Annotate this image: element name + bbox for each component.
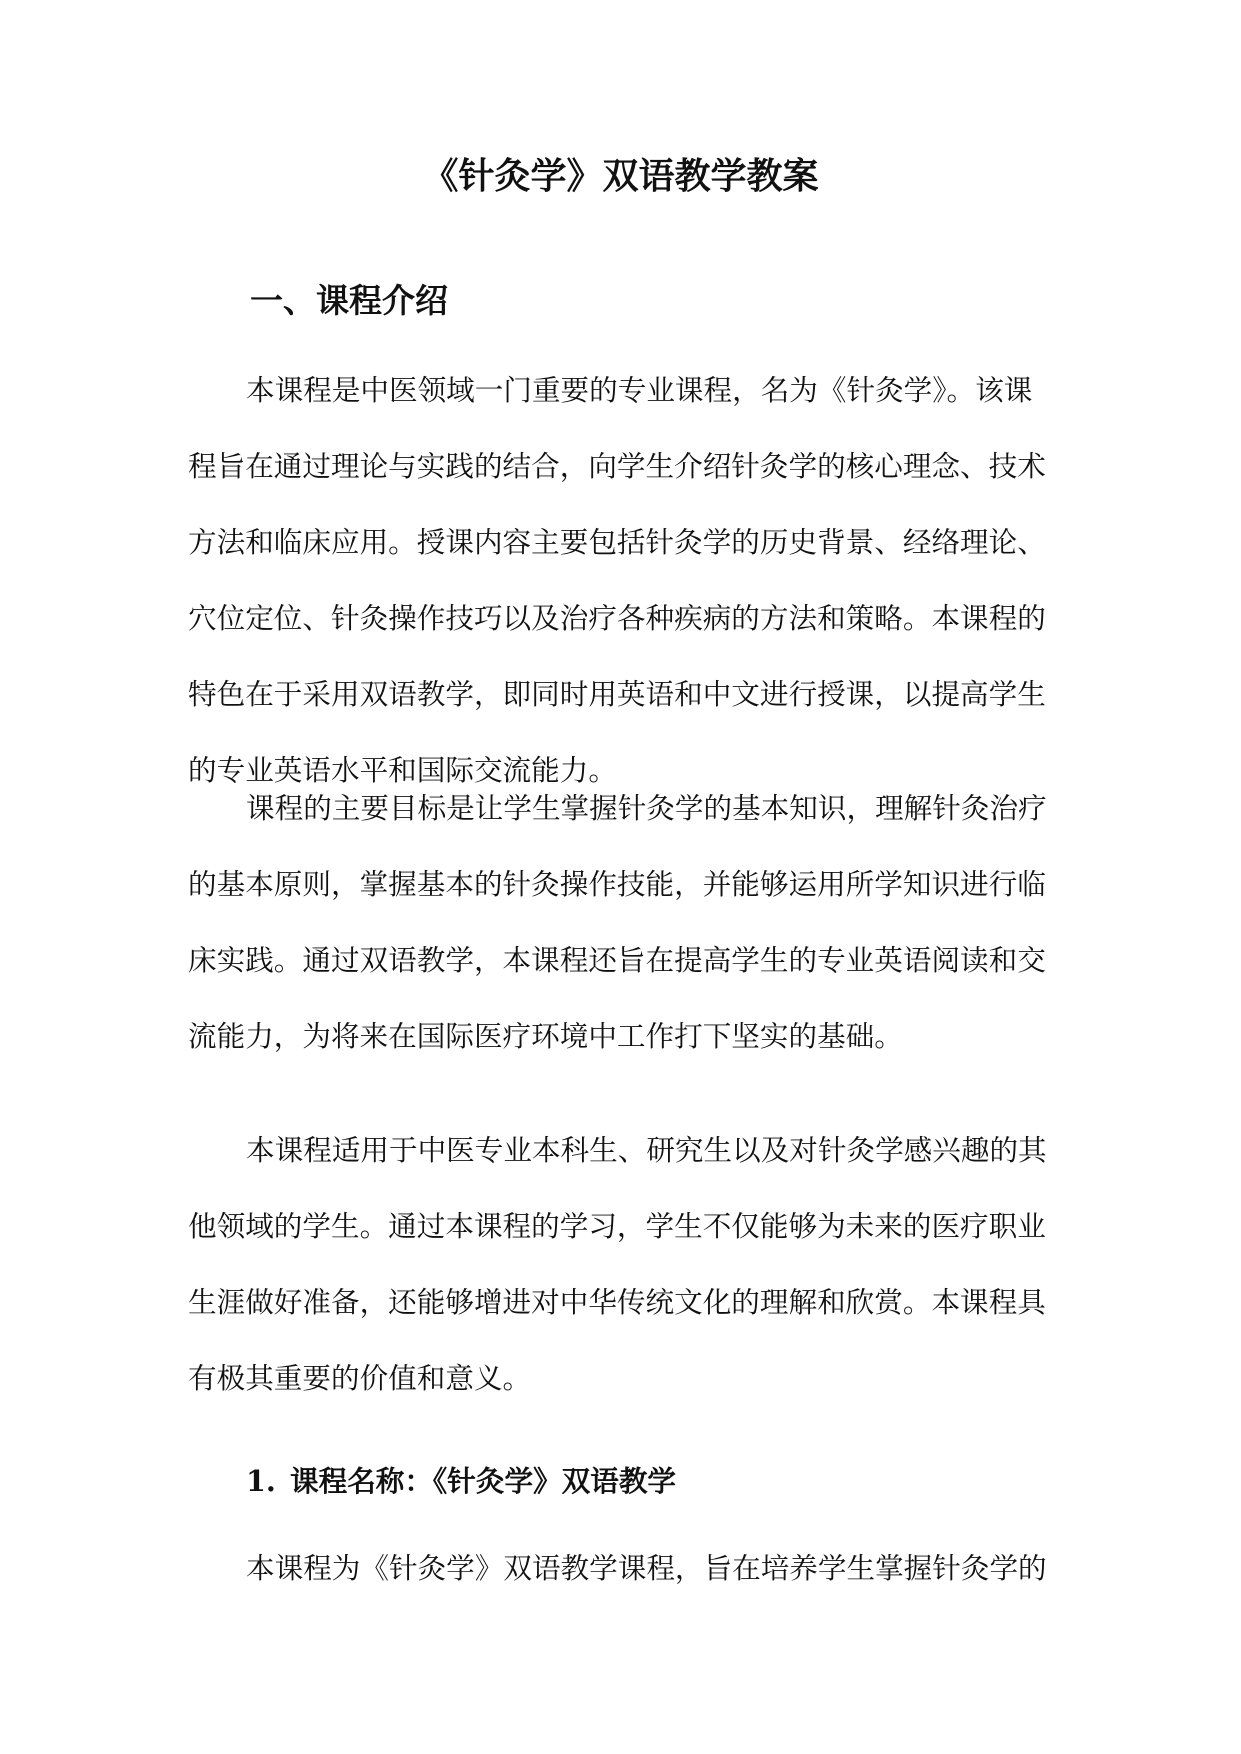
text-line: 生涯做好准备，还能够增进对中华传统文化的理解和欣赏。本课程具 <box>188 1285 1046 1319</box>
text-line: 本课程为《针灸学》双语教学课程，旨在培养学生掌握针灸学的 <box>246 1551 1047 1585</box>
text-line: 的专业英语水平和国际交流能力。 <box>188 753 617 787</box>
text-line: 本课程是中医领域一门重要的专业课程，名为《针灸学》。该课 <box>246 373 1033 407</box>
subsection-heading-course-name <box>246 1456 676 1506</box>
text-line: 本课程适用于中医专业本科生、研究生以及对针灸学感兴趣的其 <box>246 1133 1047 1167</box>
text-line: 方法和临床应用。授课内容主要包括针灸学的历史背景、经络理论、 <box>188 525 1046 559</box>
text-line: 床实践。通过双语教学，本课程还旨在提高学生的专业英语阅读和交 <box>188 943 1046 977</box>
section-heading-course-intro: 一、课程介绍 <box>250 281 448 320</box>
text-line: 穴位定位、针灸操作技巧以及治疗各种疾病的方法和策略。本课程的 <box>188 601 1046 635</box>
text-line: 特色在于采用双语教学，即同时用英语和中文进行授课，以提高学生 <box>188 677 1046 711</box>
subsection-heading-text: 课程名称：《针灸学》双语教学 <box>290 1464 677 1498</box>
text-line: 课程的主要目标是让学生掌握针灸学的基本知识，理解针灸治疗 <box>246 791 1047 825</box>
paragraph-course-audience <box>188 1112 1058 1416</box>
text-line: 程旨在通过理论与实践的结合，向学生介绍针灸学的核心理念、技术 <box>188 449 1046 483</box>
paragraph-course-goals <box>188 770 1058 1074</box>
text-line: 有极其重要的价值和意义。 <box>188 1361 532 1395</box>
paragraph-course-overview <box>188 352 1058 808</box>
text-line: 他领域的学生。通过本课程的学习，学生不仅能够为未来的医疗职业 <box>188 1209 1046 1243</box>
text-line: 的基本原则，掌握基本的针灸操作技能，并能够运用所学知识进行临 <box>188 867 1046 901</box>
text-line: 流能力，为将来在国际医疗环境中工作打下坚实的基础。 <box>188 1019 903 1053</box>
document-title: 《针灸学》双语教学教案 <box>422 155 819 197</box>
paragraph-course-name-description <box>188 1530 1058 1606</box>
subsection-number: 1. <box>246 1464 276 1498</box>
